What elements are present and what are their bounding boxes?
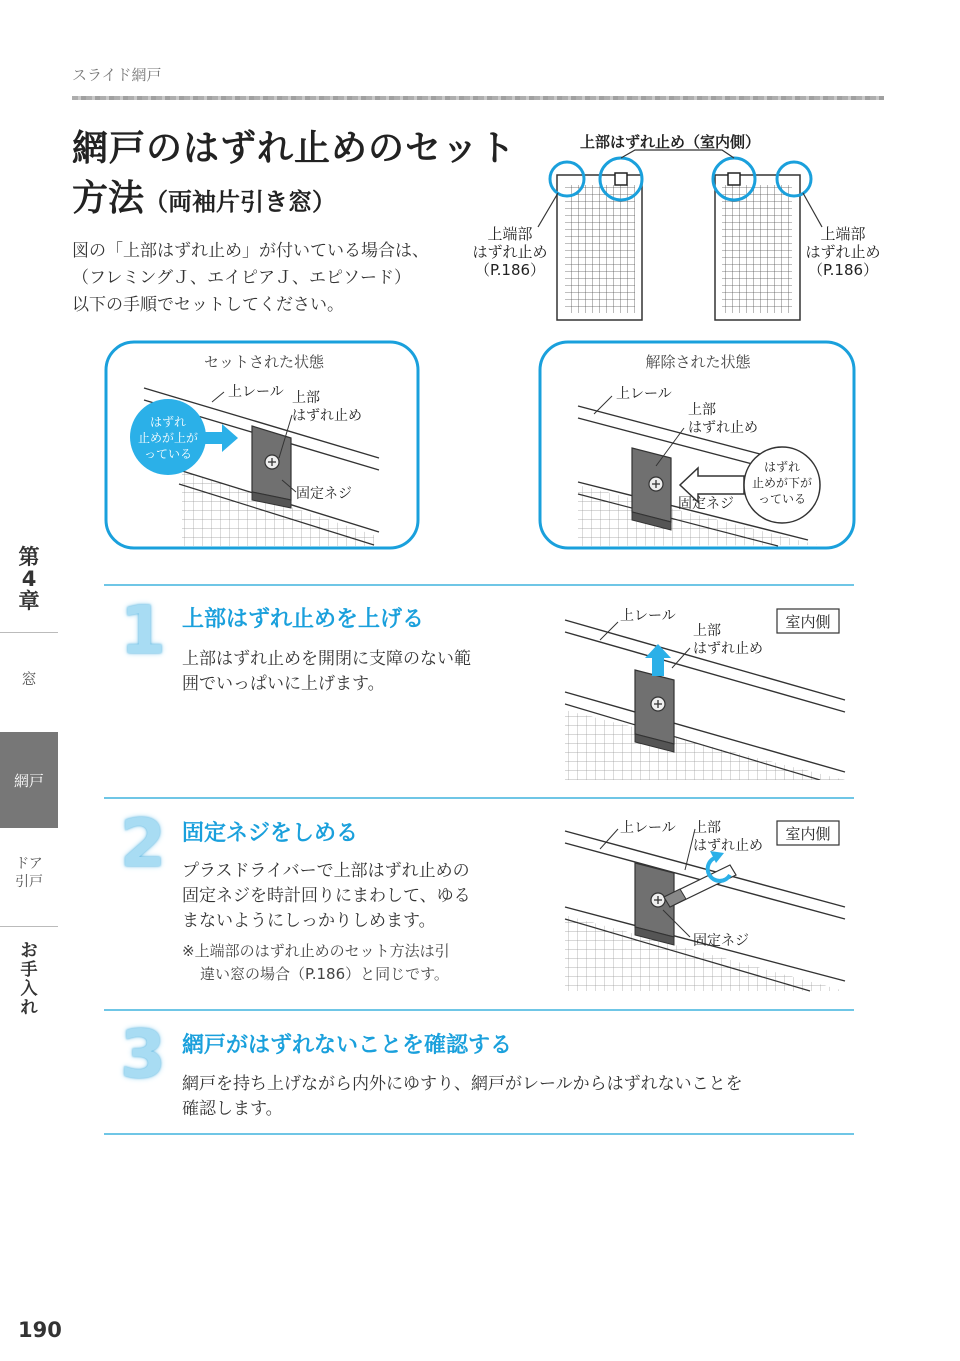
step2-note [182,940,450,986]
step1-side-label: 室内側 [785,613,831,631]
released-state-stopper-label: はずれ止め [688,420,758,436]
step1-text-line: 囲でいっぱいに上げます。 [182,674,385,694]
step2-text [182,859,471,934]
step1-title: 上部はずれ止めを上げる [182,607,425,632]
step1-stopper-label: 上部 [693,623,721,639]
set-state-bubble-text: はずれ [149,415,187,429]
set-state-stopper-label: 上部 [292,390,320,406]
set-state-bubble-text: っている [143,447,193,461]
stopper-location-diagram [460,125,890,325]
sidebar-tab-door-line2: 引戸 [15,874,43,890]
step3-text-line: 網戸を持ち上げながら内外にゆすり、網戸がレールからはずれないことを [182,1074,743,1094]
set-state-screw-label: 固定ネジ [296,486,352,502]
header-divider [72,96,884,100]
step2-screw-label: 固定ネジ [693,933,749,949]
step2-note-line: ※上端部のはずれ止めのセット方法は引 [182,942,450,960]
released-state-bubble-text: はずれ [763,460,801,474]
set-state-panel [104,340,420,550]
sidebar-care-label[interactable] [0,942,58,1018]
chapter-char: 第 [18,545,40,569]
step1-stopper-label: はずれ止め [693,641,763,657]
step2-mesh [565,915,845,991]
intro-text [72,238,429,319]
step1-rail-label: 上レール [620,608,676,624]
top-label-leader [621,150,734,158]
step2-title: 固定ネジをしめる [182,821,359,846]
page-title-line1: 網戸のはずれ止めのセット [72,128,517,169]
step3-divider [104,1009,854,1011]
left-label-leader [538,193,558,227]
left-top-stopper [615,173,627,185]
step2-stopper-label: はずれ止め [693,838,763,854]
step3-bottom-divider [104,1133,854,1135]
released-state-screw-label: 固定ネジ [678,496,734,512]
released-state-stopper-label: 上部 [688,402,716,418]
right-edge-label: （P.186） [807,261,879,279]
released-state-title: 解除された状態 [645,353,751,371]
step2-number: 2 [120,805,166,882]
step3-text [182,1072,743,1122]
right-label-leader [803,193,822,227]
step2-divider [104,797,854,799]
care-char: お [20,941,38,961]
top-stopper-label: 上部はずれ止め（室内側） [579,133,761,151]
chapter-char: 章 [18,589,40,613]
step3-title: 網戸がはずれないことを確認する [182,1033,513,1058]
step2-text-line: まないようにしっかりしめます。 [182,911,436,931]
right-top-stopper [728,173,740,185]
care-char: 入 [20,979,38,999]
chapter-char: 4 [21,567,37,591]
step2-note-line: 違い窓の場合（P.186）と同じです。 [200,965,449,983]
page-title-sub: （両袖片引き窓） [144,188,337,216]
set-state-title: セットされた状態 [203,353,325,371]
step2-rail-label: 上レール [620,820,676,836]
step3-text-line: 確認します。 [182,1099,283,1119]
intro-line: 以下の手順でセットしてください。 [72,295,344,315]
step1-text [182,647,471,697]
care-char: 手 [20,960,38,980]
intro-line: （フレミングＪ、エイピアＪ、エピソード） [72,268,411,288]
sidebar-divider [0,926,58,927]
page-title-line2 [72,170,336,221]
set-state-stopper-label: はずれ止め [292,408,362,424]
step1-text-line: 上部はずれ止めを開閉に支障のない範 [182,649,471,669]
section-label: スライド網戸 [72,66,162,84]
step1-mesh [565,710,845,780]
set-state-rail-label: 上レール [228,384,284,400]
step1-divider [104,584,854,586]
step1-number: 1 [120,592,166,669]
set-state-bubble-text: 止めが上が [137,431,199,445]
right-screen-mesh [722,185,792,313]
step1-figure [560,600,850,780]
step2-figure [560,815,850,993]
right-edge-label: はずれ止め [805,243,881,261]
step2-side-label: 室内側 [785,825,831,843]
left-edge-label: はずれ止め [472,243,548,261]
left-screen-mesh [565,185,635,313]
chapter-label [0,546,58,612]
released-state-bubble-text: っている [757,492,807,506]
left-edge-label: （P.186） [474,261,546,279]
step2-stopper-label: 上部 [693,820,721,836]
sidebar-tab-door[interactable] [0,855,58,891]
left-edge-label: 上端部 [487,225,533,243]
page-number: 190 [18,1318,62,1342]
step3-number: 3 [120,1016,166,1093]
step2-text-line: プラスドライバーで上部はずれ止めの [182,861,470,881]
step2-text-line: 固定ネジを時計回りにまわして、ゆる [182,886,471,906]
sidebar-divider [0,632,58,633]
sidebar-tab-screen[interactable]: 網戸 [0,732,58,828]
released-state-bubble-text: 止めが下が [751,476,813,490]
right-edge-label: 上端部 [820,225,866,243]
page-title-main: 方法 [72,178,145,219]
sidebar-tab-door-line1: ドア [15,856,43,872]
intro-line: 図の「上部はずれ止め」が付いている場合は、 [72,241,429,261]
released-state-rail-label: 上レール [616,386,672,402]
care-char: れ [20,998,38,1018]
released-state-panel [538,340,856,550]
sidebar-tab-window[interactable]: 窓 [21,670,37,688]
